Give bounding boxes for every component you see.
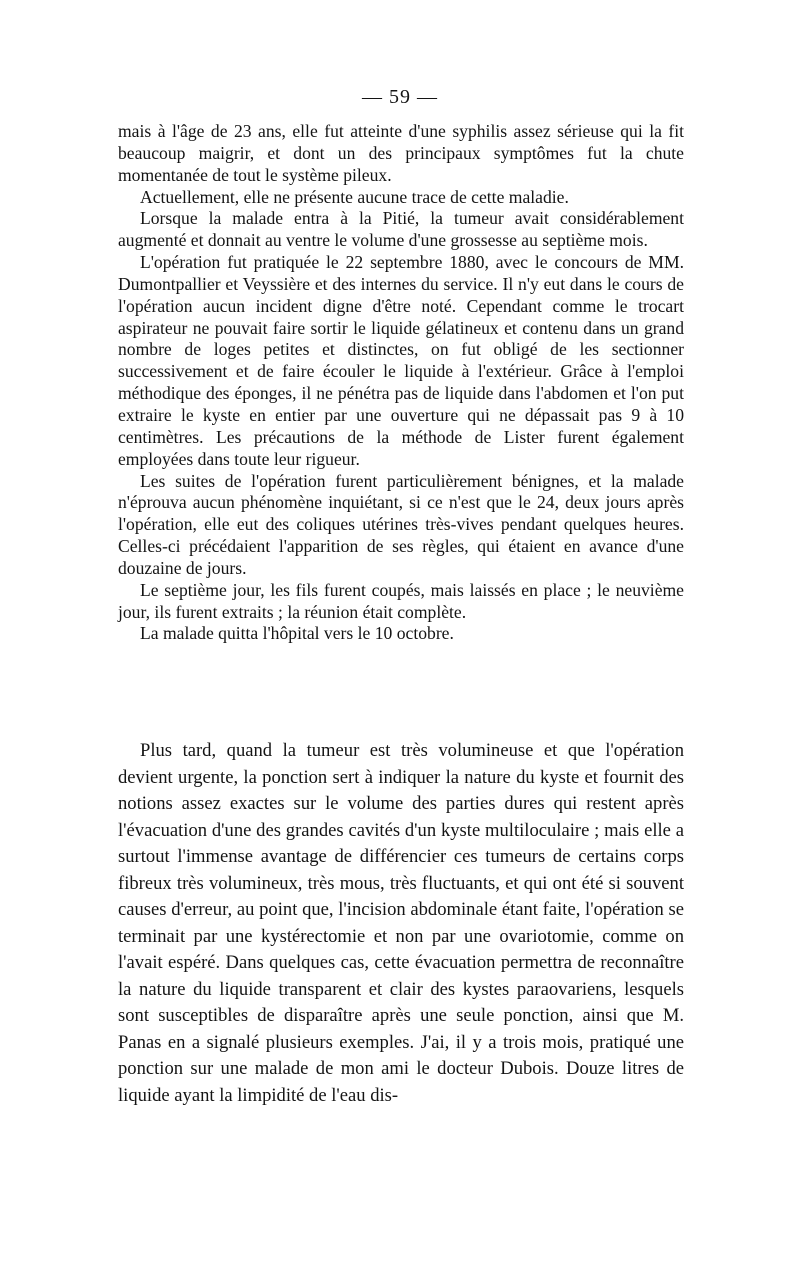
paragraph-puncture-commentary: Plus tard, quand la tumeur est très volumineuse et que l'opération devient urgente, la ponction sert à indiquer la nature du kyste et fournit des notions assez exactes sur le volume des parties dures qui restent après l'évacuation d'une des grandes cavités d'un kyste multiloculaire ; mais elle a surtout l'immense avantage de différencier ces tumeurs de certains corps fibreux très volumineux, très mous, très fluctuants, et qui ont été si souvent causes d'erreur, au point que, l'incision abdominale étant faite, l'opération se terminait par une kystérectomie et non par une ovariotomie, comme on l'avait espéré. Dans quelques cas, cette évacuation permettra de reconnaître la nature du liquide transparent et clair des kystes paraovariens, lesquels sont susceptibles de disparaître après une seule ponction, ainsi que M. Panas en a signalé plusieurs exemples. J'ai, il y a trois mois, pratiqué une ponction sur une malade de mon ami le docteur Dubois. Douze litres de liquide ayant la limpidité de l'eau dis- [118,740,684,1106]
commentary-text [118,738,684,1109]
paragraph-sutures: Le septième jour, les fils furent coupés, mais laissés en place ; le neuvième jour, ils furent extraits ; la réunion était complète. [118,579,684,622]
paragraph-history: mais à l'âge de 23 ans, elle fut atteinte d'une syphilis assez sérieuse qui la fit beaucoup maigrir, et dont un des principaux symptômes fut la chute momentanée de tout le système pileux. [118,121,684,185]
paragraph-operation: L'opération fut pratiquée le 22 septembre 1880, avec le concours de MM. Dumontpallier et Veyssière et des internes du service. Il n'y eut dans le cours de l'opération aucun incident digne d'être noté. Cependant comme le trocart aspirateur ne pouvait faire sortir le liquide gélatineux et contenu dans un grand nombre de loges petites et distinctes, on fut obligé de les sectionner successivement et de faire écouler le liquide à l'extérieur. Grâce à l'emploi méthodique des éponges, il ne pénétra pas de liquide dans l'abdomen et l'on put extraire le kyste en entier par une ouverture qui ne dépassait pas 9 à 10 centimètres. Les précautions de la méthode de Lister furent également employées dans toute leur rigueur. [118,252,684,469]
paragraph-discharge: La malade quitta l'hôpital vers le 10 octobre. [140,623,454,644]
page-number: — 59 — [362,86,438,108]
paragraph-current-state: Actuellement, elle ne présente aucune trace de cette maladie. [140,186,569,207]
case-report-text [118,121,684,645]
paragraph-admission: Lorsque la malade entra à la Pitié, la tumeur avait considérablement augmenté et donnait au ventre le volume d'une grossesse au septième mois. [118,208,684,251]
paragraph-postoperative: Les suites de l'opération furent particulièrement bénignes, et la malade n'éprouva aucun phénomène inquiétant, si ce n'est que le 24, deux jours après l'opération, elle eut des coliques utérines très-vives pendant quelques heures. Celles-ci précédaient l'apparition de ses règles, qui étaient en avance d'une douzaine de jours. [118,470,684,578]
